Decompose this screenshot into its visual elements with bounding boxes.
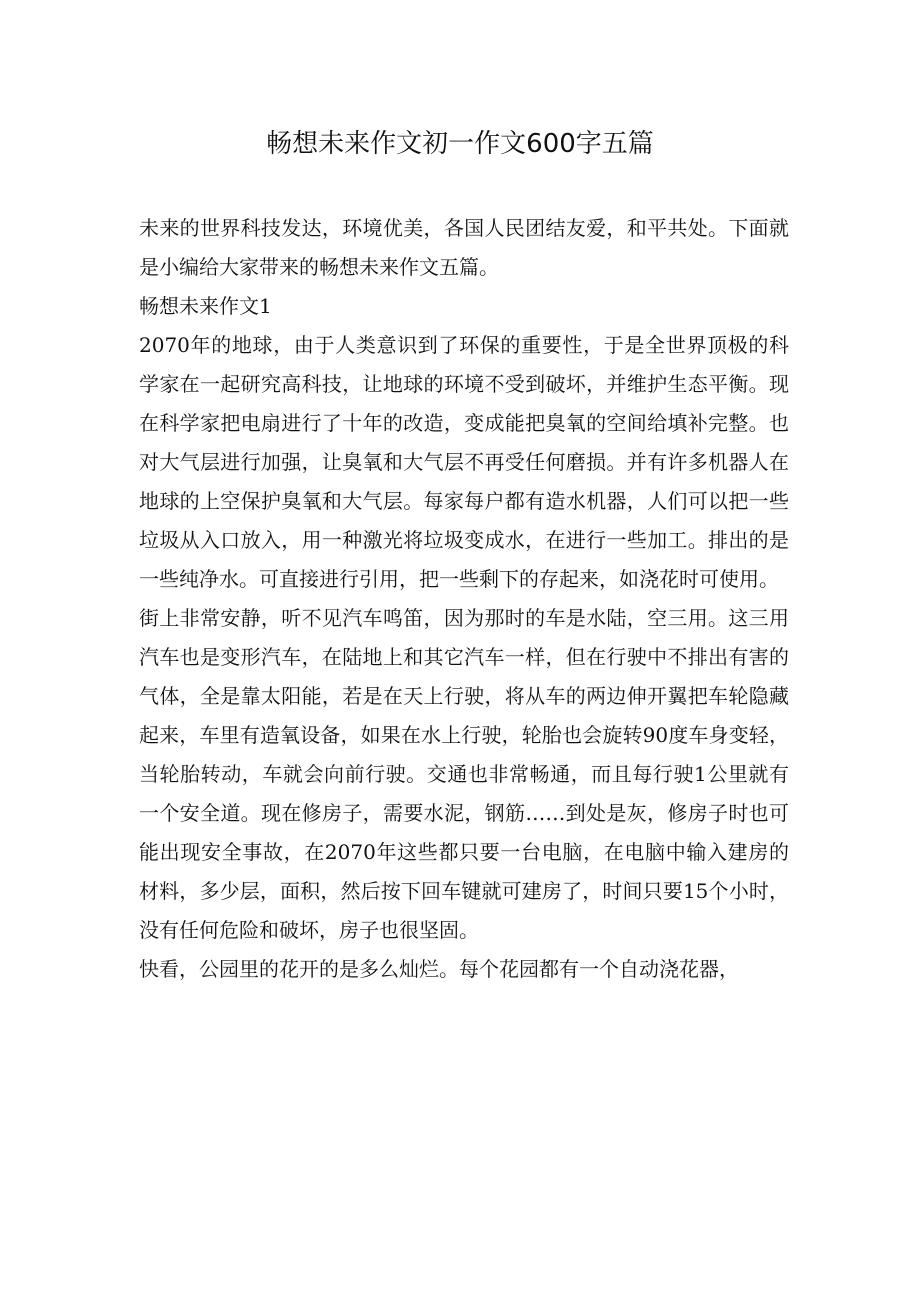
body-paragraph: 2070年的地球，由于人类意识到了环保的重要性，于是全世界顶极的科学家在一起研究高科技，让地球的环境不受到破坏，并维护生态平衡。现在科学家把电扇进行了十年的改造，变成能把臭氧的空间给填补完整。也对大气层进行加强，让臭氧和大气层不再受任何磨损。并有许多机器人在地球的上空保护臭氧和大气层。每家每户都有造水机器，人们可以把一些垃圾从入口放入，用一种激光将垃圾变成水，在进行一些加工。排出的是一些纯净水。可直接进行引用，把一些剩下的存起来，如浇花时可使用。 [139,333,789,591]
body-paragraph: 街上非常安静，听不见汽车鸣笛，因为那时的车是水陆，空三用。这三用汽车也是变形汽车，在陆地上和其它汽车一样，但在行驶中不排出有害的气体，全是靠太阳能，若是在天上行驶，将从车的两边伸开翼把车轮隐藏起来，车里有造氧设备，如果在水上行驶，轮胎也会旋转90度车身变轻，当轮胎转动，车就会向前行驶。交通也非常畅通，而且每行驶1公里就有一个安全道。现在修房子，需要水泥，钢筋……到处是灰，修房子时也可能出现安全事故，在2070年这些都只要一台电脑，在电脑中输入建房的材料，多少层，面积，然后按下回车键就可建房了，时间只要15个小时，没有任何危险和破坏，房子也很坚固。 [139,606,789,942]
body-paragraph: 快看，公园里的花开的是多么灿烂。每个花园都有一个自动浇花器， [139,957,739,981]
section-heading: 畅想未来作文1 [139,294,272,318]
intro-paragraph: 未来的世界科技发达，环境优美，各国人民团结友爱，和平共处。下面就是小编给大家带来的畅想未来作文五篇。 [139,216,789,279]
page-title: 畅想未来作文初一作文600字五篇 [266,129,654,159]
document-body [139,209,789,989]
